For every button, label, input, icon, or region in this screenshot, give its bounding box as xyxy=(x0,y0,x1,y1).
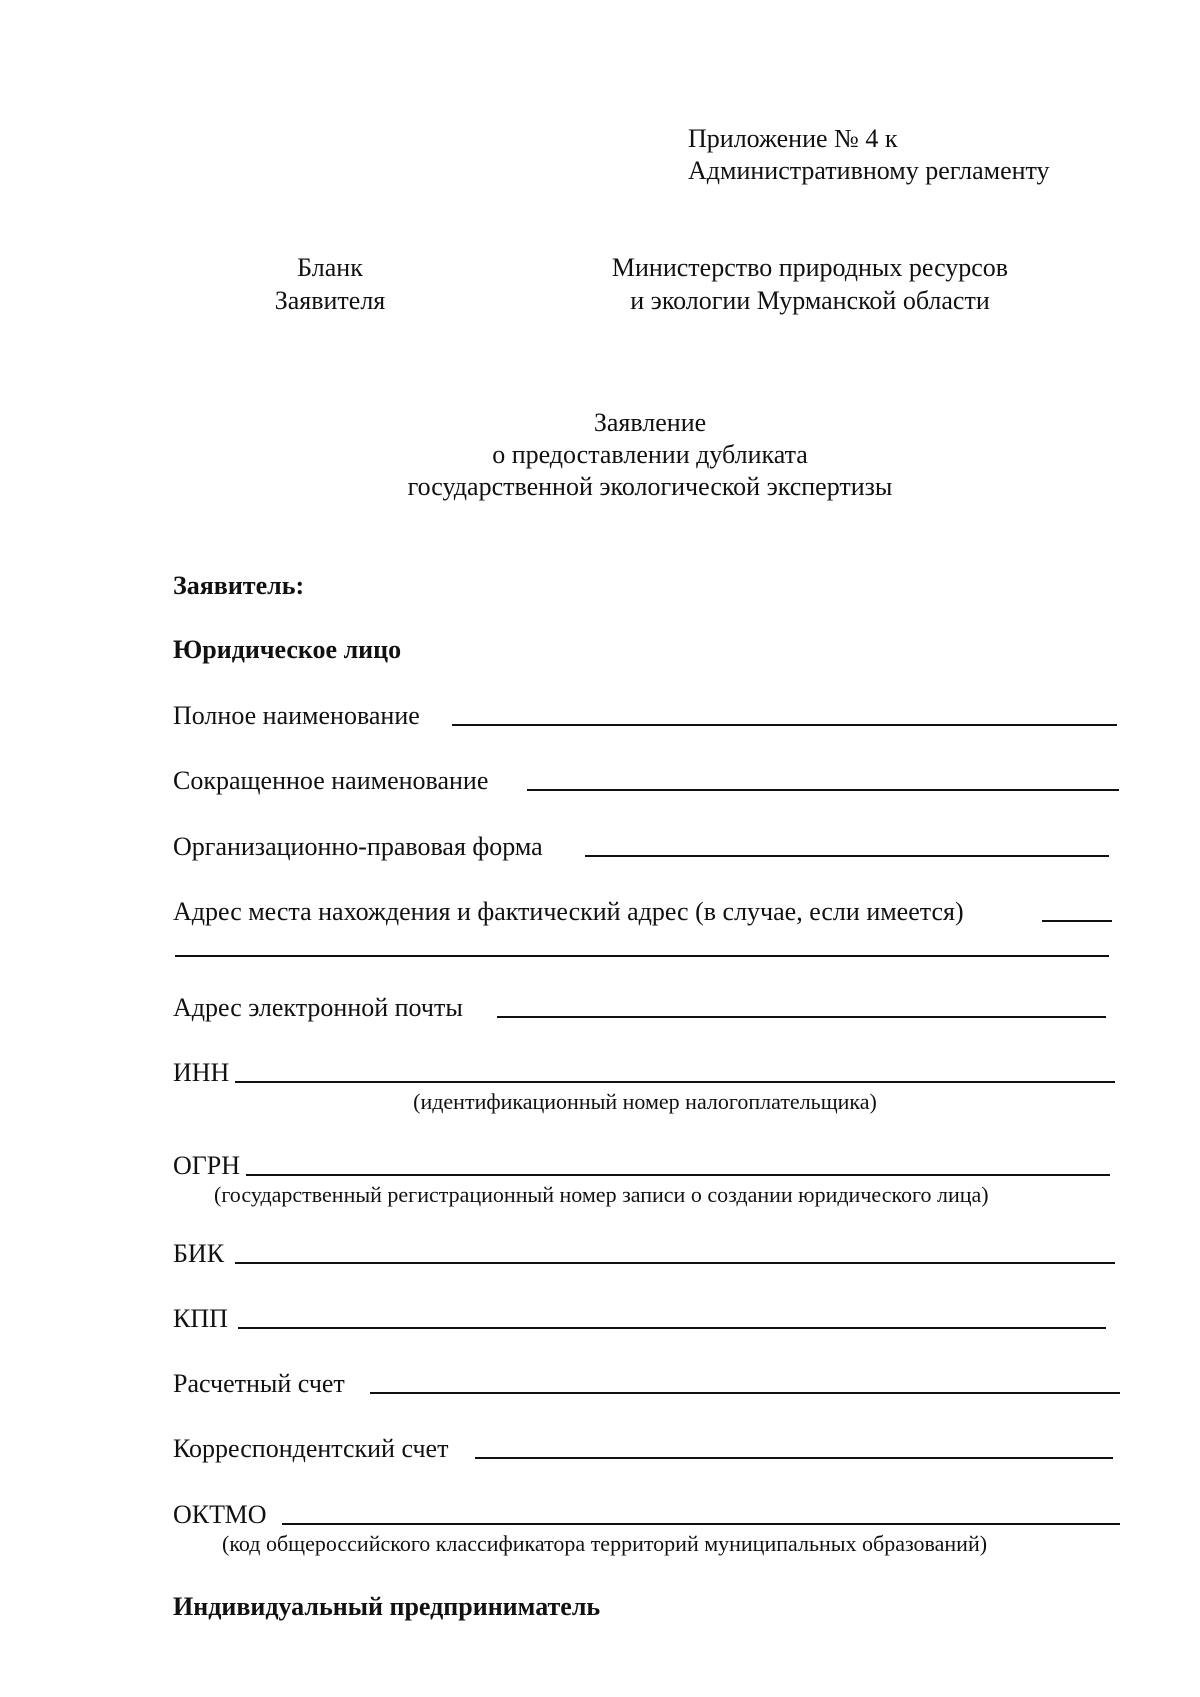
email-label: Адрес электронной почты xyxy=(173,993,463,1022)
inn-field[interactable] xyxy=(235,1081,1115,1083)
ogrn-hint: (государственный регистрационный номер записи о создании юридического лица) xyxy=(214,1182,989,1207)
bik-label: БИК xyxy=(173,1239,225,1268)
correspondent-account-field[interactable] xyxy=(475,1457,1113,1459)
kpp-label: КПП xyxy=(173,1304,228,1333)
document-subtitle-2: государственной экологической экспертизы xyxy=(407,472,893,501)
kpp-field[interactable] xyxy=(238,1327,1106,1329)
short-name-label: Сокращенное наименование xyxy=(173,766,489,795)
legal-form-field[interactable] xyxy=(585,855,1109,857)
oktmo-hint: (код общероссийского классификатора территорий муниципальных образований) xyxy=(222,1531,988,1556)
oktmo-label: ОКТМО xyxy=(173,1500,267,1529)
correspondent-account-label: Корреспондентский счет xyxy=(173,1434,449,1463)
individual-entrepreneur-heading: Индивидуальный предприниматель xyxy=(173,1592,601,1621)
appendix-regulation: Административному регламенту xyxy=(688,156,1050,185)
ministry-name-2: и экологии Мурманской области xyxy=(630,286,990,315)
appendix-number: Приложение № 4 к xyxy=(688,124,898,153)
ministry-name: Министерство природных ресурсов xyxy=(611,253,1009,282)
document-subtitle: о предоставлении дубликата xyxy=(492,440,808,469)
document-title: Заявление xyxy=(593,408,707,437)
ogrn-label: ОГРН xyxy=(173,1151,241,1180)
applicant-heading: Заявитель: xyxy=(173,571,305,600)
applicant-blank-label-2: Заявителя xyxy=(274,286,386,315)
address-label: Адрес места нахождения и фактический адрес (в случае, если имеется) xyxy=(173,897,964,926)
settlement-account-label: Расчетный счет xyxy=(173,1369,345,1398)
bik-field[interactable] xyxy=(235,1262,1115,1264)
applicant-blank-label: Бланк xyxy=(297,253,363,282)
address-field[interactable] xyxy=(1042,920,1112,922)
address-field-line-2[interactable] xyxy=(175,955,1109,957)
email-field[interactable] xyxy=(497,1016,1106,1018)
full-name-label: Полное наименование xyxy=(173,701,420,730)
settlement-account-field[interactable] xyxy=(370,1392,1120,1394)
ogrn-field[interactable] xyxy=(246,1174,1110,1176)
legal-entity-heading: Юридическое лицо xyxy=(173,635,402,664)
oktmo-field[interactable] xyxy=(282,1523,1120,1525)
legal-form-label: Организационно-правовая форма xyxy=(173,832,543,861)
inn-hint: (идентификационный номер налогоплательщика) xyxy=(413,1089,877,1114)
short-name-field[interactable] xyxy=(527,789,1119,791)
inn-label: ИНН xyxy=(173,1058,230,1087)
full-name-field[interactable] xyxy=(452,724,1117,726)
